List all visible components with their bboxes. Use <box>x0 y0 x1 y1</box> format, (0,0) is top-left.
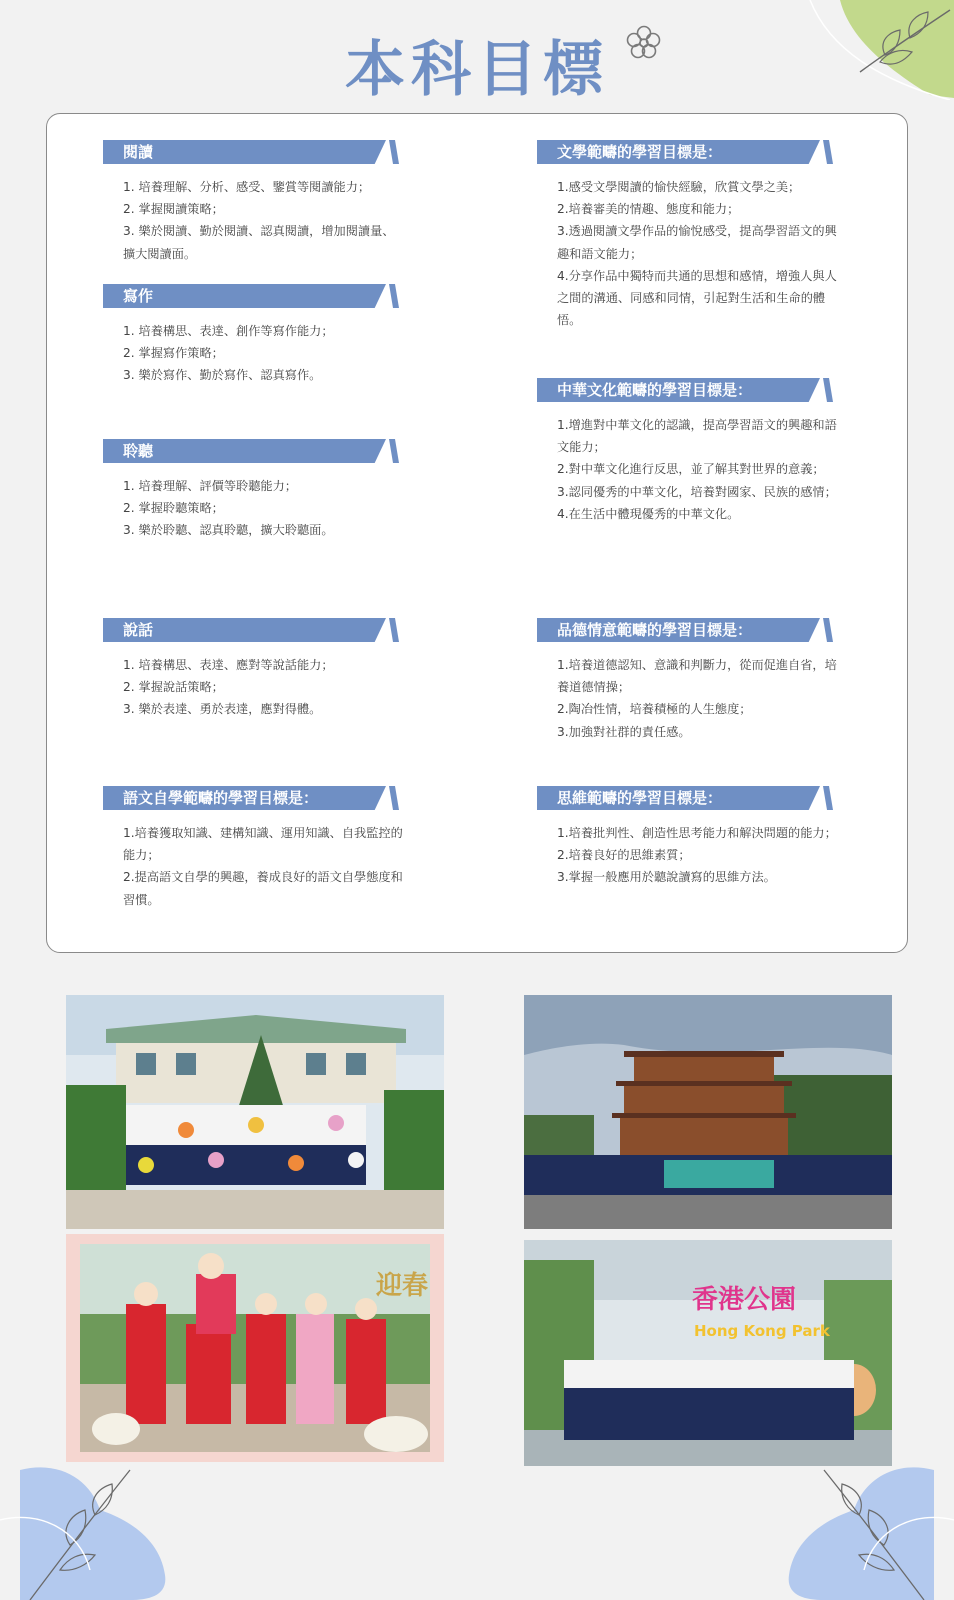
section-heading <box>537 140 833 164</box>
list-item: 4.在生活中體現優秀的中華文化。 <box>557 506 740 521</box>
page-title: 本科目標 <box>345 35 609 105</box>
list-item: 2.培養審美的情趣、態度和能力； <box>557 202 740 217</box>
list-item: 2. 掌握閱讀策略； <box>123 202 224 217</box>
objective-list <box>103 475 403 542</box>
blue-leaf-decoration-left <box>0 1460 200 1600</box>
section-heading-label: 思維範疇的學習目標是： <box>557 789 723 807</box>
section-literature <box>537 140 837 331</box>
section-heading-label: 說話 <box>123 621 154 639</box>
list-item: 3.透過閱讀文學作品的愉悅感受，提高學習語文的興趣和語文能力； <box>557 224 837 261</box>
section-heading <box>103 439 399 463</box>
section-heading-label: 品德情意範疇的學習目標是： <box>557 621 753 639</box>
section-thinking <box>537 786 837 889</box>
section-heading-label: 閱讀 <box>123 143 154 161</box>
section-self-learning <box>103 786 403 911</box>
list-item: 1.感受文學閱讀的愉快經驗，欣賞文學之美； <box>557 180 801 194</box>
list-item: 3. 樂於聆聽、認真聆聽，擴大聆聽面。 <box>123 523 334 538</box>
section-chinese-culture <box>537 378 837 525</box>
new-year-sign: 迎春 <box>376 1271 429 1301</box>
list-item: 2. 掌握聆聽策略； <box>123 501 224 516</box>
section-moral <box>537 618 837 743</box>
objective-list <box>537 822 837 889</box>
section-heading-label: 文學範疇的學習目標是： <box>557 143 723 161</box>
section-heading-label: 寫作 <box>123 287 154 305</box>
list-item: 2. 掌握寫作策略； <box>123 346 224 361</box>
list-item: 1. 培養構思、表達、創作等寫作能力； <box>123 324 334 338</box>
objectives-panel <box>46 113 908 953</box>
list-item: 4.分享作品中獨特而共通的思想和感情，增強人與人之間的溝通、同感和同情，引起對生活和生命的體悟。 <box>557 268 837 328</box>
list-item: 2.對中華文化進行反思，並了解其對世界的意義； <box>557 462 825 477</box>
section-heading <box>537 618 833 642</box>
list-item: 1. 培養構思、表達、應對等說話能力； <box>123 658 334 672</box>
list-item: 2. 掌握說話策略； <box>123 680 224 695</box>
objective-list <box>103 176 403 265</box>
list-item: 1.培養批判性、創造性思考能力和解決問題的能力； <box>557 826 837 840</box>
section-heading <box>103 140 399 164</box>
section-heading-label: 聆聽 <box>123 442 154 460</box>
section-writing <box>103 284 403 387</box>
section-listening <box>103 439 403 542</box>
section-heading-label: 語文自學範疇的學習目標是： <box>123 789 319 807</box>
objective-list <box>103 320 403 387</box>
photo-tower-group <box>524 995 892 1229</box>
section-heading <box>537 378 833 402</box>
list-item: 3.掌握一般應用於聽說讀寫的思維方法。 <box>557 870 776 885</box>
objective-list <box>537 414 837 525</box>
list-item: 1. 培養理解、分析、感受、鑒賞等閱讀能力； <box>123 180 371 194</box>
list-item: 3. 樂於表達、勇於表達，應對得體。 <box>123 702 322 717</box>
photo-school-balloons <box>66 995 444 1229</box>
objective-list <box>537 654 837 743</box>
list-item: 2.提高語文自學的興趣，養成良好的語文自學態度和習慣。 <box>123 870 403 907</box>
list-item: 3.認同優秀的中華文化，培養對國家、民族的感情； <box>557 484 837 499</box>
list-item: 1. 培養理解、評價等聆聽能力； <box>123 479 297 493</box>
section-heading <box>537 786 833 810</box>
section-reading <box>103 140 403 265</box>
section-heading <box>103 786 399 810</box>
photo-new-year-kids <box>66 1234 444 1462</box>
list-item: 3. 樂於寫作、勤於寫作、認真寫作。 <box>123 368 322 383</box>
section-heading-label: 中華文化範疇的學習目標是： <box>557 381 753 399</box>
section-heading <box>103 284 399 308</box>
section-speaking <box>103 618 403 721</box>
blue-leaf-decoration-right <box>754 1460 954 1600</box>
section-heading <box>103 618 399 642</box>
list-item: 2.陶冶性情，培養積極的人生態度； <box>557 702 752 717</box>
list-item: 1.培養獲取知識、建構知識、運用知識、自我監控的能力； <box>123 826 403 863</box>
list-item: 2.培養良好的思維素質； <box>557 848 691 863</box>
list-item: 3. 樂於閱讀、勤於閱讀、認真閱讀，增加閱讀量、擴大閱讀面。 <box>123 224 395 261</box>
objective-list <box>537 176 837 331</box>
list-item: 1.培養道德認知、意識和判斷力，從而促進自省，培養道德情操； <box>557 658 837 695</box>
photo-hong-kong-park <box>524 1240 892 1466</box>
list-item: 1.增進對中華文化的認識，提高學習語文的興趣和語文能力； <box>557 418 837 455</box>
list-item: 3.加強對社群的責任感。 <box>557 724 691 739</box>
objective-list <box>103 822 403 911</box>
park-banner-en: Hong Kong Park <box>694 1322 830 1340</box>
objective-list <box>103 654 403 721</box>
park-banner: 香港公園 <box>692 1285 797 1315</box>
